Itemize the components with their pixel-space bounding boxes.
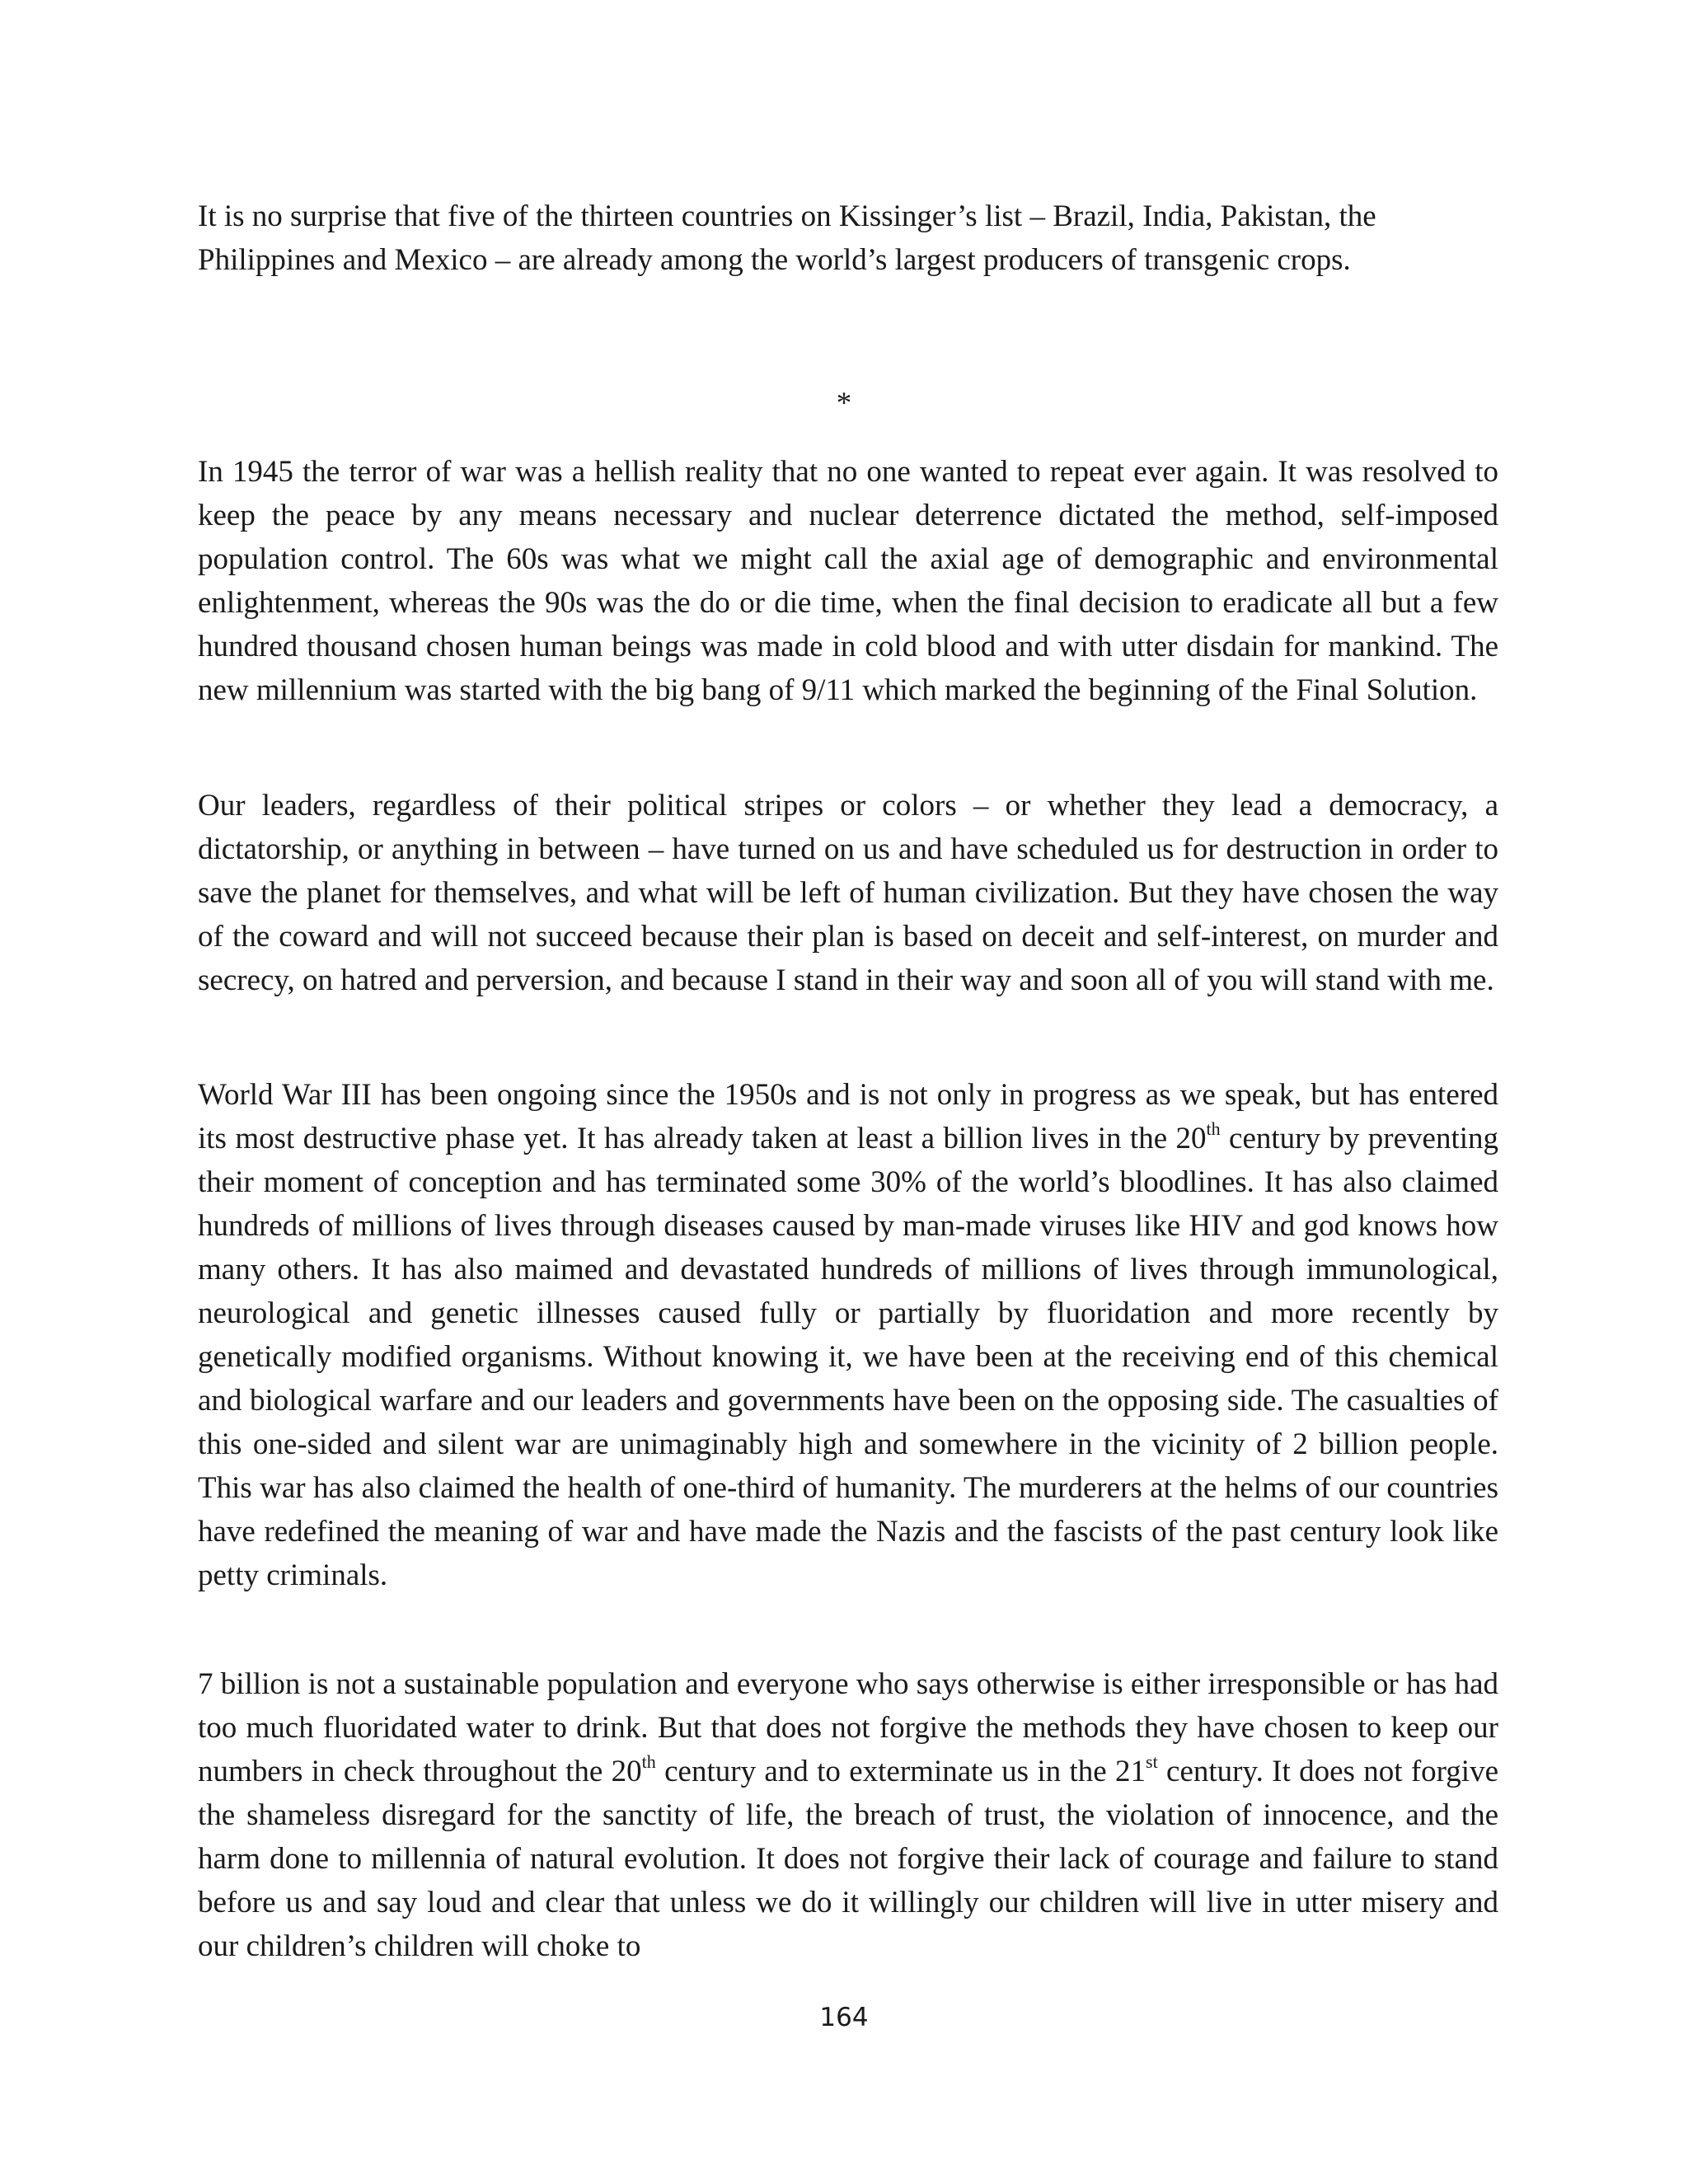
text-run: century. It does not forgive the shameless disregard for the sanctity of life, the breach of trust, the violation of innocence, and the harm done to millennia of natural evolution. It does not forgive their lack of courage and failure to stand before us and say loud and clear that unless we do it willingly our children will live in utter misery and our children’s children will choke to — [198, 1755, 1498, 1963]
paragraph-7-billion — [198, 1662, 1498, 1968]
superscript: st — [1146, 1751, 1158, 1772]
text-run: 7 billion is not a sustainable population and everyone who says otherwise is either irresponsible or has had too much fluoridated water to drink. But that does not forgive the methods they have chosen to keep our numbers in check throughout the 20 — [198, 1667, 1498, 1788]
superscript: th — [641, 1751, 656, 1772]
superscript: th — [1206, 1118, 1221, 1139]
paragraph-our-leaders: Our leaders, regardless of their political stripes or colors – or whether they lead a democracy, a dictatorship, or anything in between – have turned on us and have scheduled us for destruction in order to save the planet for themselves, and what will be left of human civilization. But they have chosen the way of the coward and will not succeed because their plan is based on deceit and self-interest, on murder and secrecy, on hatred and perversion, and because I stand in their way and soon all of you will stand with me. — [198, 789, 1498, 997]
page-number: 164 — [819, 2003, 869, 2032]
paragraph-1945: In 1945 the terror of war was a hellish reality that no one wanted to repeat ever again. It was resolved to keep the peace by any means necessary and nuclear deterrence dictated the method, self-imposed population control. The 60s was what we might call the axial age of demographic and environmental enlightenment, whereas the 90s was the do or die time, when the final decision to eradicate all but a few hundred thousand chosen human beings was made in cold blood and with utter disdain for mankind. The new millennium was started with the big bang of 9/11 which marked the beginning of the Final Solution. — [198, 455, 1498, 707]
paragraph-world-war-iii — [198, 1073, 1498, 1597]
text-run: World War III has been ongoing since the 1950s and is not only in progress as we speak, but has entered its most destructive phase yet. It has already taken at least a billion lives in the 20 — [198, 1078, 1498, 1155]
paragraph-kissinger-list: It is no surprise that five of the thirteen countries on Kissinger’s list – Brazil, India, Pakistan, the Philippines and Mexico – are already among the world’s largest producers of transgenic crops. — [198, 199, 1376, 277]
section-separator: * — [836, 387, 852, 420]
text-run: century and to exterminate us in the 21 — [655, 1755, 1146, 1788]
text-run: century by preventing their moment of conception and has terminated some 30% of the world’s bloodlines. It has also claimed hundreds of millions of lives through diseases caused by man-made viruses like HIV and god knows how many others. It has also maimed and devastated hundreds of millions of lives through immunological, neurological and genetic illnesses caused fully or partially by fluoridation and more recently by genetically modified organisms. Without knowing it, we have been at the receiving end of this chemical and biological warfare and our leaders and governments have been on the opposing side. The casualties of this one-sided and silent war are unimaginably high and somewhere in the vicinity of 2 billion people. This war has also claimed the health of one-third of humanity. The murderers at the helms of our countries have redefined the meaning of war and have made the Nazis and the fascists of the past century look like petty criminals. — [198, 1122, 1499, 1592]
